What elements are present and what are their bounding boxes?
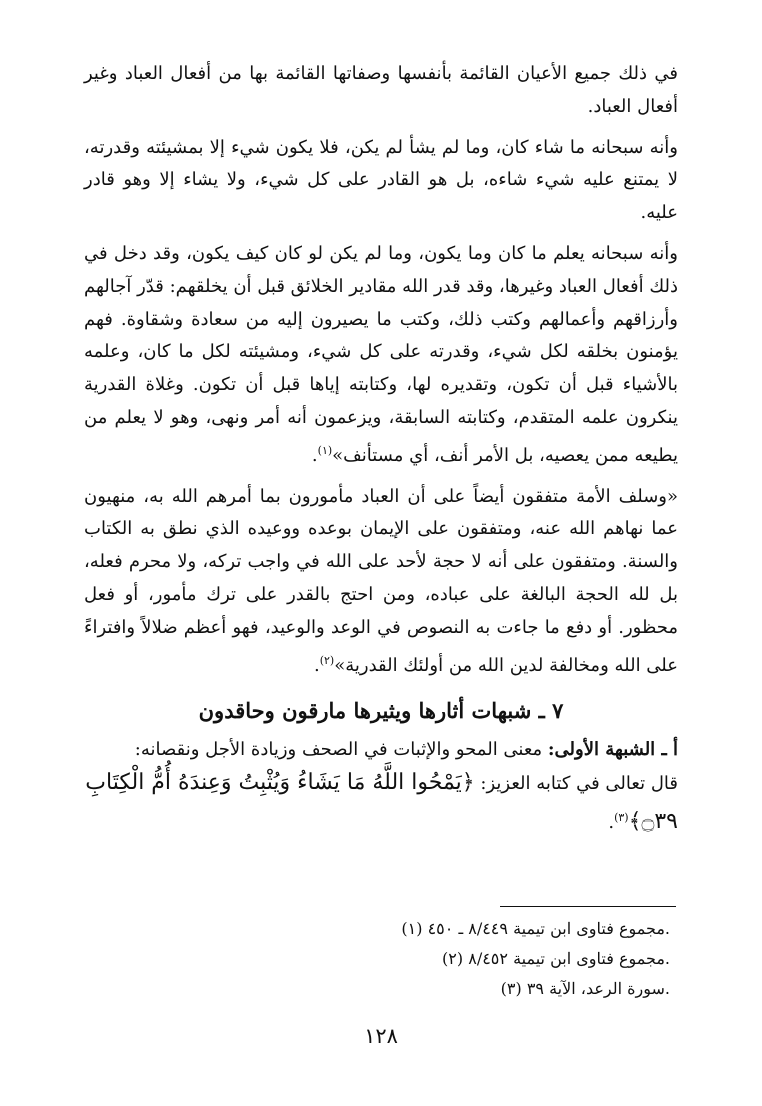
- footnote-3: (٣) سورة الرعد، الآية ٣٩.: [500, 979, 670, 998]
- footnote-ref-3[interactable]: (٣): [614, 811, 629, 825]
- subheading-lead: أ ـ الشبهة الأولى:: [547, 739, 678, 761]
- subheading: [84, 734, 678, 766]
- footnote-2: (٢) مجموع فتاوى ابن تيمية ٨/٤٥٢.: [442, 949, 670, 968]
- footnote-ref-2[interactable]: (٢): [319, 653, 335, 667]
- footnotes: [92, 914, 670, 1004]
- paragraph-2: وأنه سبحانه ما شاء كان، وما لم يشأ لم يكن، فلا يكون شيء إلا بمشيئته وقدرته، لا يمتنع عليه شيء شاءه، بل هو القادر على كل شيء، ولا يشاء إلا وهو قادر عليه.: [84, 136, 678, 224]
- verse-intro: قال تعالى في كتابه العزيز:: [474, 773, 678, 795]
- paragraph-1: في ذلك جميع الأعيان القائمة بأنفسها وصفاتها القائمة بها من أفعال العباد وغير أفعال العباد.: [84, 63, 678, 117]
- paragraph-4-end: .: [313, 654, 320, 676]
- subheading-text: معنى المحو والإثبات في الصحف وزيادة الأجل ونقصانه:: [134, 739, 548, 761]
- footnote-divider: [500, 906, 676, 907]
- footnote-1: (١) مجموع فتاوى ابن تيمية ٨/٤٤٩ ـ ٤٥٠.: [401, 919, 670, 938]
- paragraph-4-text: «وسلف الأمة متفقون أيضاً على أن العباد مأمورون بما أمرهم الله به، منهيون عما نهاهم الله عنه، ومتفقون على الإيمان بوعده ووعيده الذي نطق به الكتاب والسنة. ومتفقون على أنه لا حجة لأحد على الله في واجب تركه، ولا محرم فعله، بل لله الحجة البالغة على عباده، ومن احتج بالقدر على ترك مأمور، أو فعل محظور. أو دفع ما جاءت به النصوص في الوعد والوعيد، فهو أعظم ضلالاً وافتراءً على الله ومخالفة لدين الله من أولئك القدرية»: [84, 485, 679, 676]
- paragraph-4: [84, 481, 678, 683]
- quran-verse: ﴿يَمْحُوا اللَّهُ مَا يَشَاءُ وَيُثْبِتُ وَعِندَهُ أُمُّ الْكِتَابِ ۝٣٩﴾: [85, 770, 678, 835]
- paragraph-3: [84, 238, 678, 473]
- paragraph-3-text: وأنه سبحانه يعلم ما كان وما يكون، وما لم يكن لو كان كيف يكون، وقد دخل في ذلك أفعال العباد وغيرها، وقد قدر الله مقادير الخلائق قبل أن يخلقهم: قدّر آجالهم وأرزاقهم وأعمالهم وكتب ذلك، وكتب ما يصيرون إليه من سعادة وشقاوة. فهم يؤمنون بخلقه لكل شيء، وقدرته على كل شيء، ومشيئته لكل ما كان، وعلمه بالأشياء قبل أن تكون، وتقديره لها، وكتابته إياها قبل أن تكون. وغلاة القدرية ينكرون علمه المتقدم، وكتابته السابقة، ويزعمون أنه أمر ونهى، وهو لا يعلم من يطيعه ممن يعصيه، بل الأمر أنف، أي مستأنف»: [84, 242, 678, 466]
- section-heading: ٧ ـ شبهات أثارها ويثيرها مارقون وحاقدون: [198, 698, 564, 724]
- footnote-ref-1[interactable]: (١): [317, 443, 333, 457]
- verse-line: [84, 766, 678, 840]
- page-number: ١٢٨: [364, 1024, 398, 1048]
- paragraph-3-end: .: [311, 444, 318, 466]
- verse-end: .: [608, 812, 615, 834]
